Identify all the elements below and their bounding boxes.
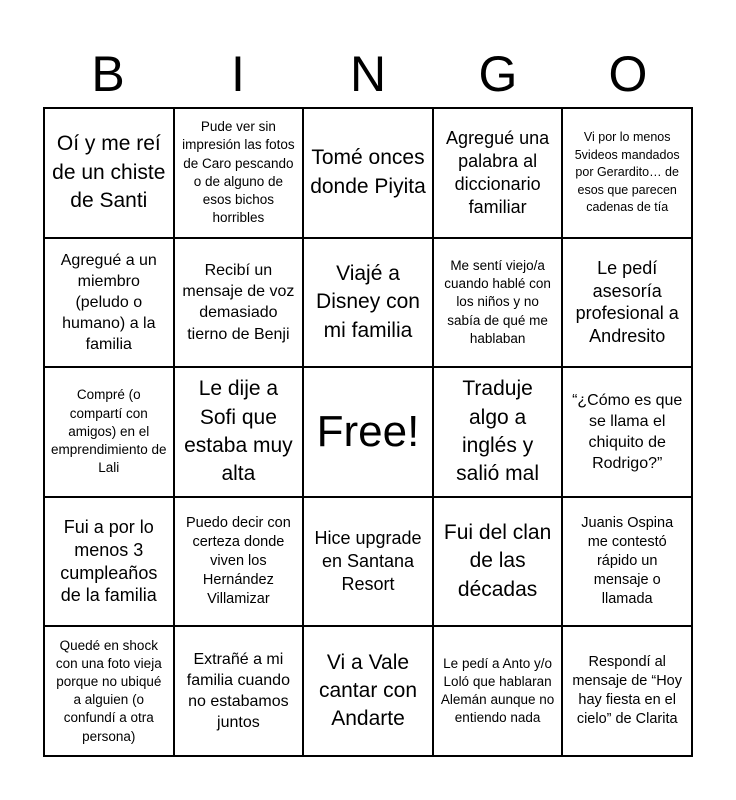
bingo-cell-r4-c3[interactable] [303,497,433,627]
header-letter-n: N [349,46,387,102]
bingo-cell-text: Le dije a Sofi que estaba muy alta [184,377,293,486]
bingo-cell-r1-c3[interactable] [303,108,433,238]
bingo-cell-r2-c4[interactable] [433,238,563,368]
bingo-cell-text: Pude ver sin impresión las fotos de Caro pescando o de alguno de esos bichos horribles [182,119,295,226]
header-letter-b: B [91,46,125,102]
bingo-cell-r1-c4[interactable] [433,108,563,238]
bingo-cell-text: Vi por lo menos 5videos mandados por Gerardito… de esos que parecen cadenas de tía [574,130,680,215]
bingo-cell-text: Viajé a Disney con mi familia [316,261,420,342]
bingo-cell-text: Le pedí a Anto y/o Loló que hablaran Alemán aunque no entiendo nada [440,655,555,726]
bingo-cell-text: Juanis Ospina me contestó rápido un mensaje o llamada [581,514,674,608]
bingo-cell-text: Traduje algo a inglés y salió mal [456,377,540,486]
bingo-cell-text: Quedé en shock con una foto vieja porque no ubiqué a alguien (o confundí a otra persona) [55,637,162,744]
bingo-cell-r1-c2[interactable] [174,108,304,238]
bingo-cell-r4-c1[interactable] [44,497,174,627]
bingo-cell-text: Recibí un mensaje de voz demasiado tierno de Benji [182,262,295,343]
bingo-cell-r2-c3[interactable] [303,238,433,368]
bingo-cell-r5-c2[interactable] [174,626,304,756]
bingo-cell-text: Tomé onces donde Piyita [310,146,426,198]
bingo-cell-free[interactable] [303,367,433,497]
bingo-cell-text: Fui a por lo menos 3 cumpleaños de la familia [60,516,158,606]
bingo-cell-r5-c1[interactable] [44,626,174,756]
bingo-cell-r5-c5[interactable] [562,626,692,756]
bingo-cell-text: Oí y me reí de un chiste de Santi [52,132,166,212]
bingo-cell-text: Fui del clan de las décadas [443,521,552,601]
bingo-cell-text: Agregué a un miembro (peludo o humano) a la familia [60,251,157,354]
bingo-cell-r5-c4[interactable] [433,626,563,756]
bingo-cell-text: Puedo decir con certeza donde viven los Hernández Villamizar [185,514,291,608]
bingo-header [43,40,693,108]
bingo-cell-text: Le pedí asesoría profesional a Andresito [575,257,679,347]
header-letter-i: I [231,46,245,102]
bingo-cell-r4-c2[interactable] [174,497,304,627]
bingo-cell-r1-c1[interactable] [44,108,174,238]
bingo-cell-r3-c1[interactable] [44,367,174,497]
bingo-cell-r3-c4[interactable] [433,367,563,497]
bingo-cell-r2-c1[interactable] [44,238,174,368]
bingo-cell-r4-c4[interactable] [433,497,563,627]
bingo-cell-text: Me sentí viejo/a cuando hablé con los niños y no sabía de qué me hablaban [444,257,551,346]
bingo-cell-r3-c5[interactable] [562,367,692,497]
header-letter-o: O [608,46,648,102]
bingo-grid [43,107,693,757]
bingo-cell-text: Hice upgrade en Santana Resort [314,528,422,595]
bingo-cell-text: Free! [316,406,420,456]
bingo-cell-r2-c5[interactable] [562,238,692,368]
bingo-cell-r4-c5[interactable] [562,497,692,627]
bingo-cell-text: Extrañé a mi familia cuando no estabamos juntos [186,650,290,732]
header-letter-g: G [478,46,518,102]
bingo-cell-text: “¿Cómo es que se llama el chiquito de Rodrigo?” [572,391,683,473]
bingo-cell-text: Compré (o compartí con amigos) en el emprendimiento de Lali [51,387,167,476]
bingo-cell-r2-c2[interactable] [174,238,304,368]
bingo-cell-text: Vi a Vale cantar con Andarte [318,650,418,731]
bingo-cell-text: Respondí al mensaje de “Hoy hay fiesta en el cielo” de Clarita [572,653,682,728]
bingo-cell-r1-c5[interactable] [562,108,692,238]
bingo-cell-r3-c2[interactable] [174,367,304,497]
bingo-cell-r5-c3[interactable] [303,626,433,756]
bingo-cell-text: Agregué una palabra al diccionario familiar [446,128,550,217]
